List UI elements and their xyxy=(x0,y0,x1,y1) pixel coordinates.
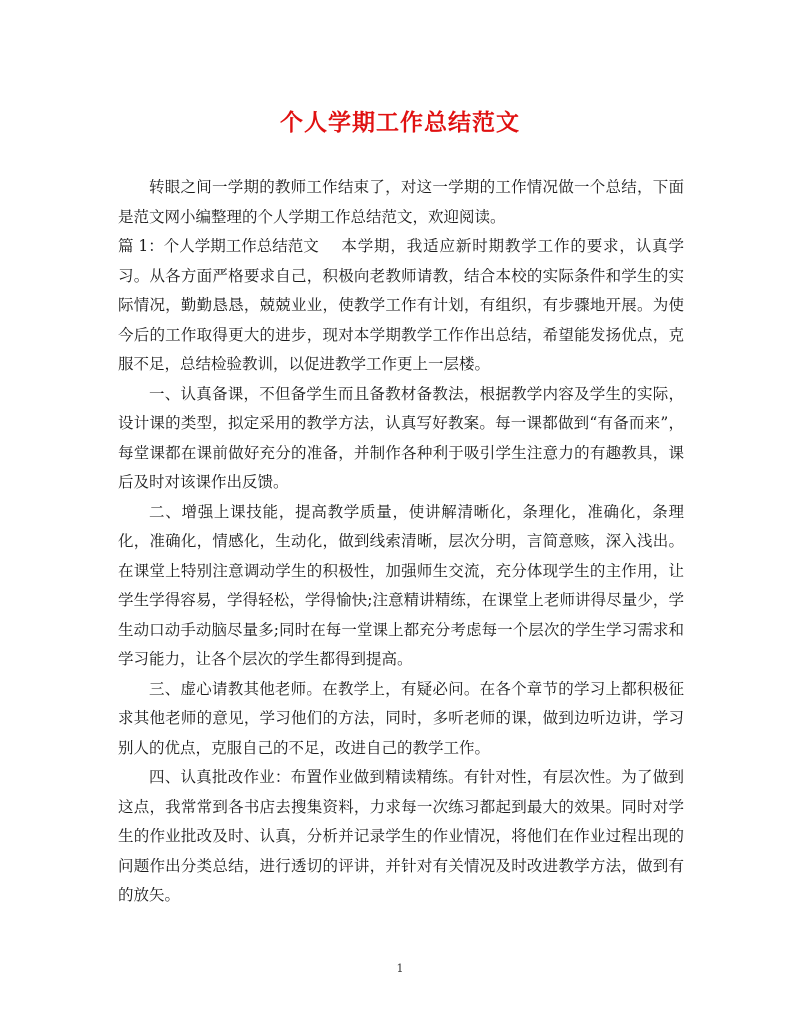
body-paragraph-1: 一、认真备课，不但备学生而且备教材备教法，根据教学内容及学生的实际，设计课的类型，拟定采用的教学方法，认真写好教案。每一课都做到“有备而来”，每堂课都在课前做好充分的准备，并制作各种利于吸引学生注意力的有趣教具，课后及时对该课作出反馈。 xyxy=(118,384,684,491)
page-number: 1 xyxy=(396,962,404,975)
section-paragraph xyxy=(118,232,684,380)
body-paragraph-3: 三、虚心请教其他老师。在教学上，有疑必问。在各个章节的学习上都积极征求其他老师的意见，学习他们的方法，同时，多听老师的课，做到边听边讲，学习别人的优点，克服自己的不足，改进自己的教学工作。 xyxy=(118,679,684,757)
section-opening-text: 本学期，我适应新时期教学工作的要求，认真学习。从各方面严格要求自己，积极向老教师请教，结合本校的实际条件和学生的实际情况，勤勤恳恳，兢兢业业，使教学工作有计划，有组织，有步骤地开展。为使今后的工作取得更大的进步，现对本学期教学工作作出总结，希望能发扬优点，克服不足，总结检验教训，以促进教学工作更上一层楼。 xyxy=(118,237,684,373)
body-paragraph-2: 二、增强上课技能，提高教学质量，使讲解清晰化，条理化，准确化，条理化，准确化，情感化，生动化，做到线索清晰，层次分明，言简意赅，深入浅出。在课堂上特别注意调动学生的积极性，加强师生交流，充分体现学生的主作用，让学生学得容易，学得轻松，学得愉快;注意精讲精练，在课堂上老师讲得尽量少，学生动口动手动脑尽量多;同时在每一堂课上都充分考虑每一个层次的学生学习需求和学习能力，让各个层次的学生都得到提高。 xyxy=(118,502,684,668)
intro-paragraph: 转眼之间一学期的教师工作结束了，对这一学期的工作情况做一个总结，下面是范文网小编整理的个人学期工作总结范文，欢迎阅读。 xyxy=(118,178,684,226)
section-label: 篇 1：个人学期工作总结范文 xyxy=(118,237,319,255)
document-title: 个人学期工作总结范文 xyxy=(280,109,520,136)
document-body xyxy=(118,173,684,911)
body-paragraph-4: 四、认真批改作业：布置作业做到精读精练。有针对性，有层次性。为了做到这点，我常常到各书店去搜集资料，力求每一次练习都起到最大的效果。同时对学生的作业批改及时、认真，分析并记录学生的作业情况，将他们在作业过程出现的问题作出分类总结，进行透切的评讲，并针对有关情况及时改进教学方法，做到有的放矢。 xyxy=(118,768,684,904)
